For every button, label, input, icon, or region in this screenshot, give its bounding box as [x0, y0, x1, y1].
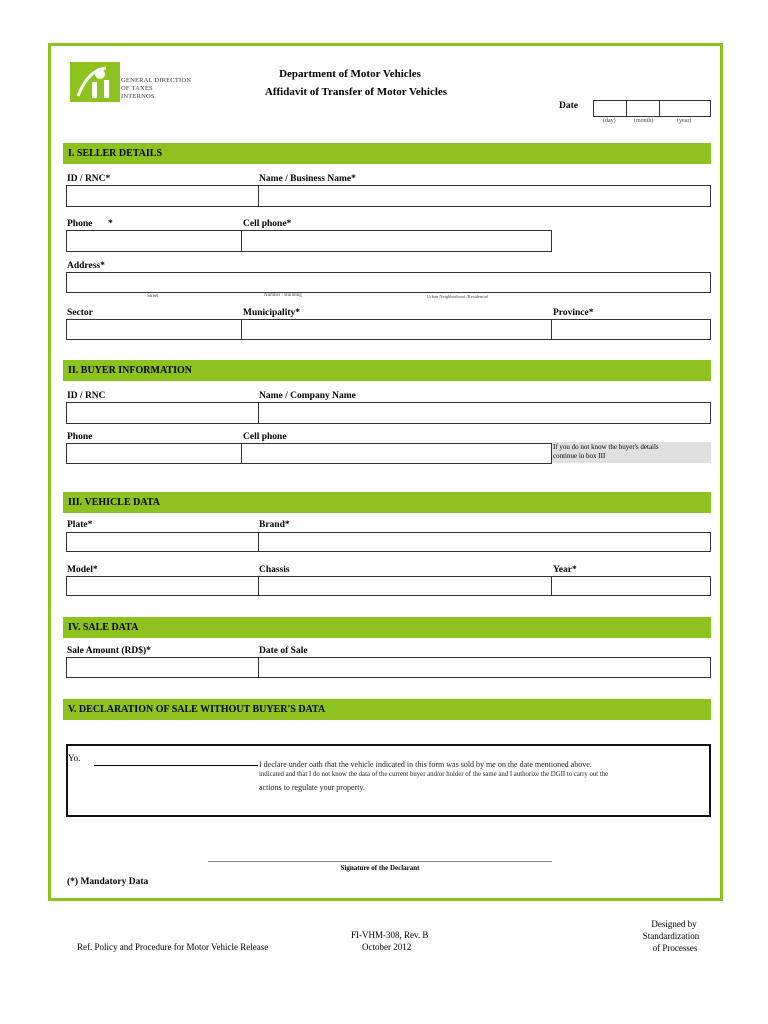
footer-designed-line3: of Processes [652, 943, 698, 953]
seller-cell-field[interactable] [241, 230, 552, 252]
footer-reference: Ref. Policy and Procedure for Motor Vehicle Release [77, 942, 269, 952]
brand-field[interactable] [258, 532, 711, 552]
dgii-logo [70, 62, 120, 102]
page-title: Department of Motor Vehicles [279, 68, 421, 80]
chassis-field[interactable] [258, 576, 552, 596]
seller-province-field[interactable] [551, 319, 711, 340]
buyer-id-field[interactable] [66, 402, 259, 424]
yo-label: Yo. [68, 753, 81, 763]
sale-amount-field[interactable] [66, 657, 259, 678]
buyer-note-line2: continue in box III [553, 452, 606, 460]
section-sale: IV. SALE DATA [63, 617, 711, 638]
declaration-line2: indicated and that I do not know the data of the current buyer and/or holder of the same and I authorize the DGII to carry out the [259, 771, 609, 778]
footer-date: October 2012 [362, 942, 412, 952]
buyer-id-label: ID / RNC [67, 391, 106, 401]
street-caption: Street [147, 294, 159, 299]
plate-field[interactable] [66, 532, 259, 552]
seller-id-field[interactable] [66, 185, 259, 207]
footer-designed-by [636, 918, 706, 954]
seller-cell-label: Cell phone* [243, 219, 292, 229]
seller-phone-label: Phone [67, 219, 93, 229]
footer-designed-line2: Standardization [642, 931, 700, 941]
model-label: Model* [67, 565, 98, 575]
buyer-cell-label: Cell phone [243, 432, 287, 442]
declaration-line3: actions to regulate your property. [259, 783, 365, 792]
sale-date-field[interactable] [258, 657, 711, 678]
seller-phone-required-mark: * [108, 219, 113, 229]
section-vehicle: III. VEHICLE DATA [63, 492, 711, 513]
seller-sector-label: Sector [67, 308, 93, 318]
chassis-label: Chassis [259, 565, 290, 575]
buyer-phone-label: Phone [67, 432, 93, 442]
declarant-name-line[interactable] [94, 765, 258, 766]
plate-label: Plate* [67, 520, 93, 530]
footer-designed-line1: Designed by [651, 919, 697, 929]
day-caption: (day) [603, 118, 616, 124]
sale-date-label: Date of Sale [259, 646, 308, 656]
seller-address-label: Address* [67, 261, 105, 271]
section-buyer: II. BUYER INFORMATION [63, 360, 711, 381]
mandatory-note: (*) Mandatory Data [67, 877, 149, 887]
model-field[interactable] [66, 576, 259, 596]
date-month-field[interactable] [626, 100, 660, 117]
buyer-cell-field[interactable] [241, 443, 552, 464]
month-caption: (month) [634, 118, 654, 124]
declaration-box [66, 744, 711, 817]
year-caption: (year) [677, 118, 692, 124]
seller-sector-field[interactable] [66, 319, 242, 340]
buyer-name-field[interactable] [258, 402, 711, 424]
sale-amount-label: Sale Amount (RD$)* [67, 646, 151, 656]
brand-label: Brand* [259, 520, 290, 530]
buyer-note-line1: If you do not know the buyer's details [553, 443, 659, 451]
seller-phone-field[interactable] [66, 230, 242, 252]
signature-caption: Signature of the Declarant [340, 864, 420, 872]
buyer-name-label: Name / Company Name [259, 391, 356, 401]
year-field[interactable] [551, 576, 711, 596]
year-label: Year* [553, 565, 577, 575]
number-caption: Number / Building [264, 293, 302, 298]
section-seller: I. SELLER DETAILS [63, 143, 711, 164]
signature-line[interactable] [208, 861, 552, 862]
seller-name-label: Name / Business Name* [259, 174, 356, 184]
buyer-phone-field[interactable] [66, 443, 242, 464]
seller-municipality-label: Municipality* [243, 308, 301, 318]
urban-caption: Urban Neighborhood /Residential [427, 294, 488, 299]
seller-province-label: Province* [553, 308, 594, 318]
seller-municipality-field[interactable] [241, 319, 552, 340]
seller-address-field[interactable] [66, 272, 711, 293]
page-subtitle: Affidavit of Transfer of Motor Vehicles [264, 86, 448, 98]
date-label: Date [559, 101, 578, 111]
buyer-note [552, 442, 711, 463]
seller-name-field[interactable] [258, 185, 711, 207]
footer-form-code: FI-VHM-308, Rev. B [351, 930, 429, 940]
org-name: GENERAL DIRECTION OF TAXES INTERNOS [121, 77, 192, 100]
date-year-field[interactable] [659, 100, 711, 117]
seller-id-label: ID / RNC* [67, 174, 111, 184]
section-declaration: V. DECLARATION OF SALE WITHOUT BUYER'S DATA [63, 699, 711, 720]
date-day-field[interactable] [593, 100, 627, 117]
declaration-line1: I declare under oath that the vehicle indicated in this form was sold by me on the date mentioned above. [259, 760, 592, 769]
